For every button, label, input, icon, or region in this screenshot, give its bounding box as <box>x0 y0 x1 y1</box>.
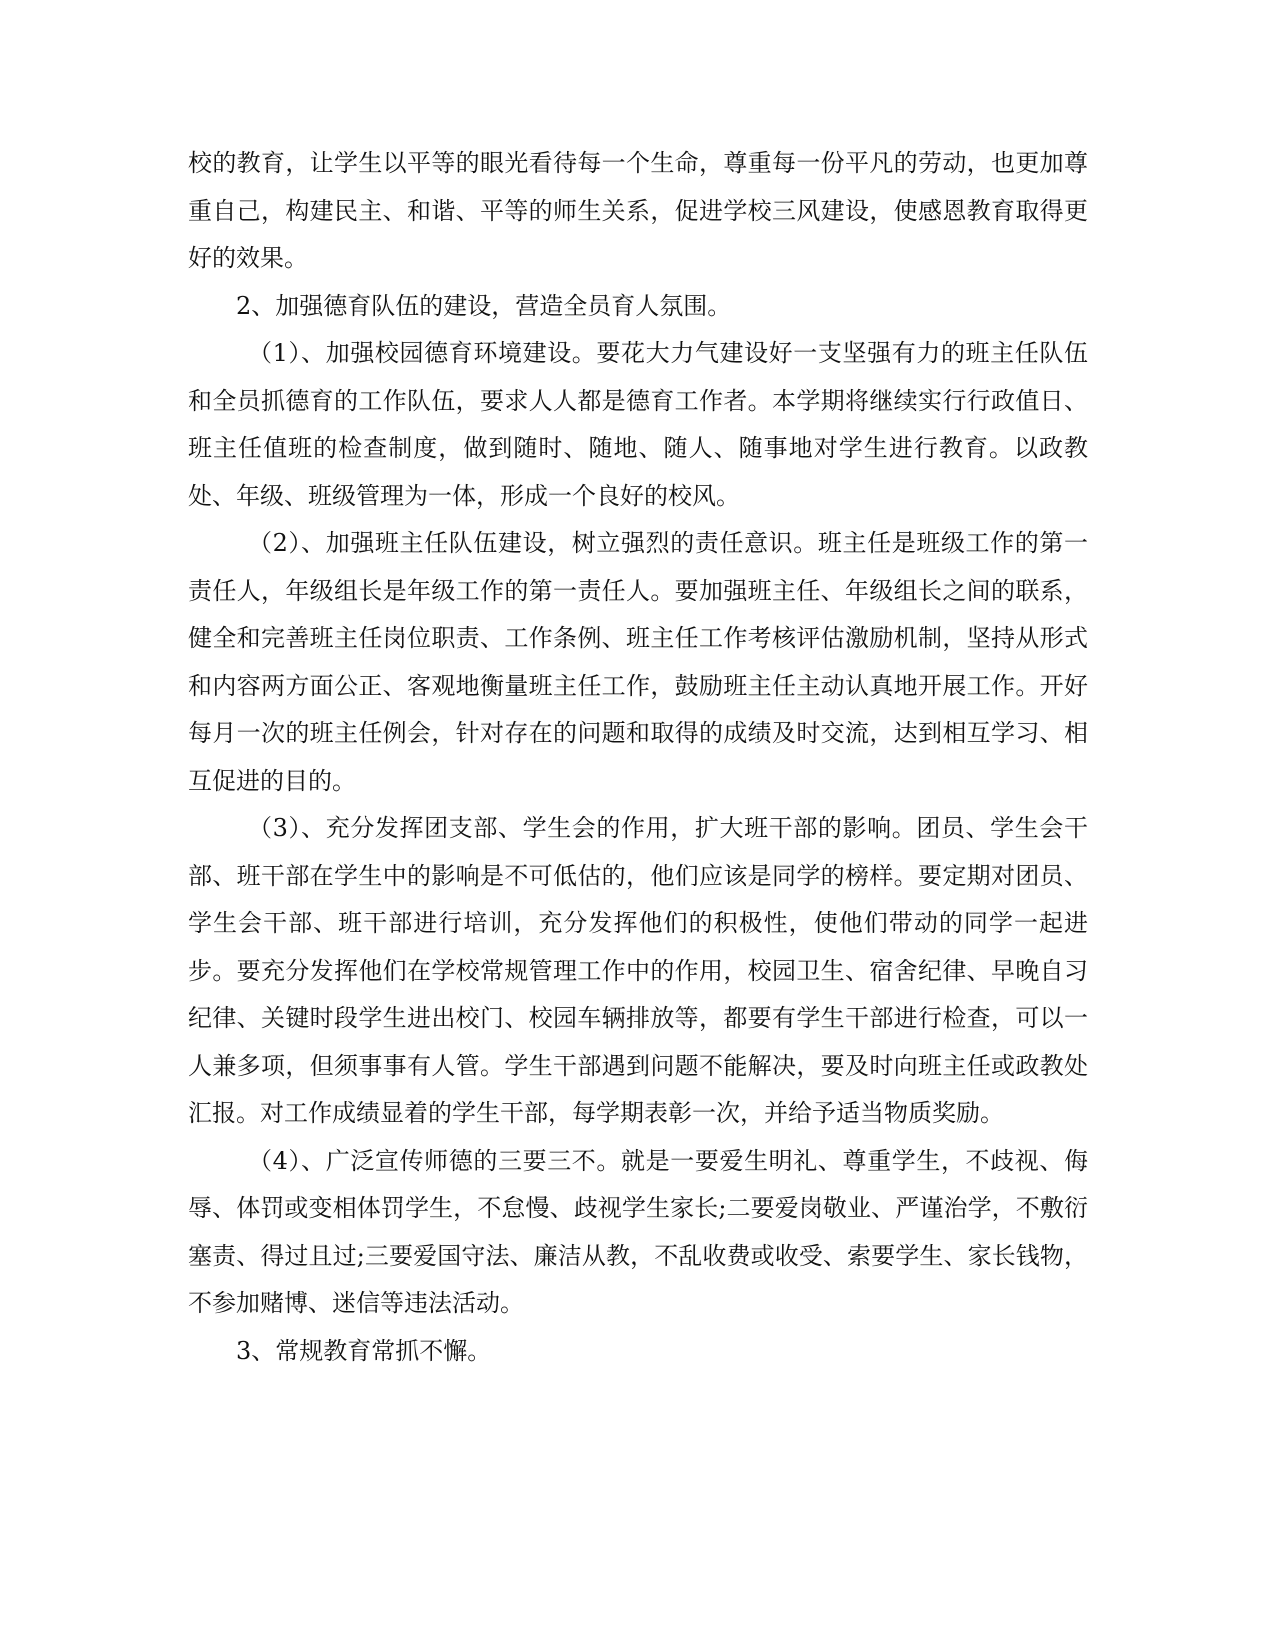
paragraph-item-3: （3）、充分发挥团支部、学生会的作用，扩大班干部的影响。团员、学生会干部、班干部在学生中的影响是不可低估的，他们应该是同学的榜样。要定期对团员、学生会干部、班干部进行培训，充分发挥他们的积极性，使他们带动的同学一起进步。要充分发挥他们在学校常规管理工作中的作用，校园卫生、宿舍纪律、早晚自习纪律、关键时段学生进出校门、校园车辆排放等，都要有学生干部进行检查，可以一人兼多项，但须事事有人管。学生干部遇到问题不能解决，要及时向班主任或政教处汇报。对工作成绩显着的学生干部，每学期表彰一次，并给予适当物质奖励。 <box>188 814 1088 1127</box>
paragraph-item-1: （1）、加强校园德育环境建设。要花大力气建设好一支坚强有力的班主任队伍和全员抓德育的工作队伍，要求人人都是德育工作者。本学期将继续实行行政值日、班主任值班的检查制度，做到随时、随地、随人、随事地对学生进行教育。以政教处、年级、班级管理为一体，形成一个良好的校风。 <box>188 339 1088 510</box>
paragraph-continuation: 校的教育，让学生以平等的眼光看待每一个生命，尊重每一份平凡的劳动，也更加尊重自己，构建民主、和谐、平等的师生关系，促进学校三风建设，使感恩教育取得更好的效果。 <box>188 149 1088 272</box>
paragraph-item-2: （2）、加强班主任队伍建设，树立强烈的责任意识。班主任是班级工作的第一责任人，年级组长是年级工作的第一责任人。要加强班主任、年级组长之间的联系，健全和完善班主任岗位职责、工作条例、班主任工作考核评估激励机制，坚持从形式和内容两方面公正、客观地衡量班主任工作，鼓励班主任主动认真地开展工作。开好每月一次的班主任例会，针对存在的问题和取得的成绩及时交流，达到相互学习、相互促进的目的。 <box>188 529 1088 795</box>
section-heading-2: 2、加强德育队伍的建设，营造全员育人氛围。 <box>236 291 732 320</box>
section-heading-3: 3、常规教育常抓不懈。 <box>236 1336 492 1365</box>
document-body <box>188 140 1088 1375</box>
paragraph-item-4: （4）、广泛宣传师德的三要三不。就是一要爱生明礼、尊重学生，不歧视、侮辱、体罚或变相体罚学生，不怠慢、歧视学生家长;二要爱岗敬业、严谨治学，不敷衍塞责、得过且过;三要爱国守法、廉洁从教，不乱收费或收受、索要学生、家长钱物，不参加赌博、迷信等违法活动。 <box>188 1146 1088 1317</box>
